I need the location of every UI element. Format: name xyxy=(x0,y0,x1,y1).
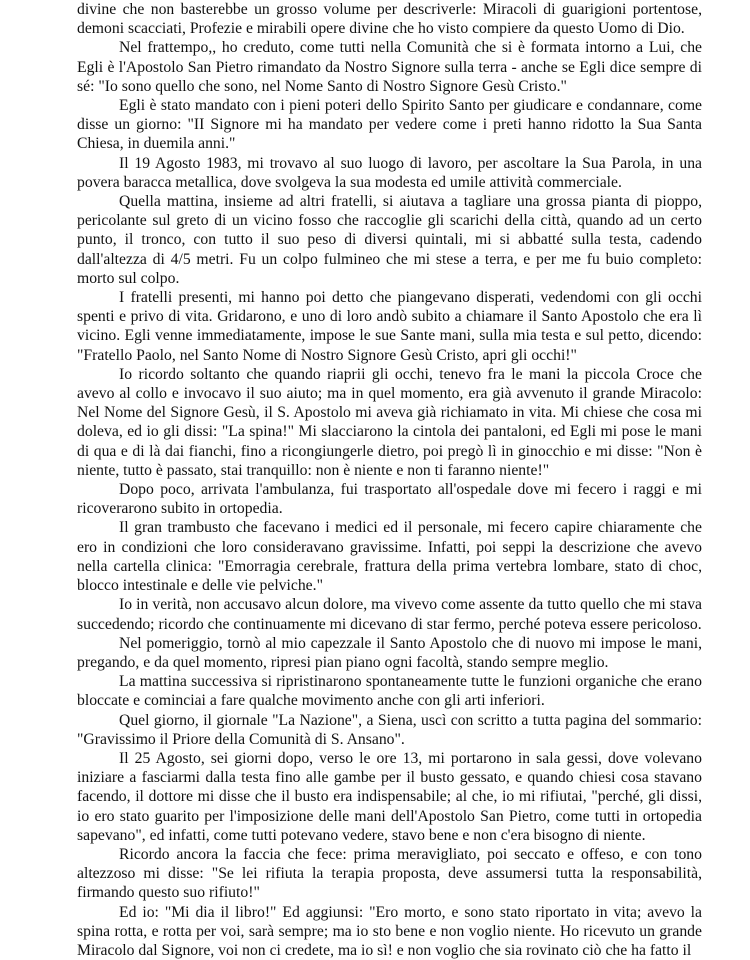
paragraph: Il gran trambusto che facevano i medici ed il personale, mi fecero capire chiaramente che ero in condizioni che loro consideravano gravissime. Infatti, poi seppi la descrizione che avevo nella cartella clinica: "Emorragia cerebrale, frattura della prima vertebra lombare, stato di choc, blocco intestinale e delle vie pelviche." xyxy=(77,519,702,595)
paragraph: I fratelli presenti, mi hanno poi detto che piangevano disperati, vedendomi con gli occhi spenti e privo di vita. Gridarono, e uno di loro andò subito a chiamare il Santo Apostolo che era lì vicino. Egli venne immediatamente, impose le sue Sante mani, sulla mia testa e sul petto, dicendo: "Fratello Paolo, nel Santo Nome di Nostro Signore Gesù Cristo, apri gli occhi!" xyxy=(77,289,702,364)
paragraph: Nel frattempo,, ho creduto, come tutti nella Comunità che si è formata intorno a Lui, che Egli è l'Apostolo San Pietro rimandato da Nostro Signore sulla terra - anche se Egli dice sempre di sé: "Io sono quello che sono, nel Nome Santo di Nostro Signore Gesù Cristo." xyxy=(77,39,702,95)
paragraph: Dopo poco, arrivata l'ambulanza, fui trasportato all'ospedale dove mi fecero i raggi e mi ricoverarono subito in ortopedia. xyxy=(77,481,702,518)
document-body xyxy=(77,0,702,960)
paragraph: Quella mattina, insieme ad altri fratelli, si aiutava a tagliare una grossa pianta di pioppo, pericolante sul greto di un vicino fosso che raccoglie gli scarichi della città, quando ad un certo punto, il tronco, con tutto il suo peso di diversi quintali, mi si abbatté sulla testa, cadendo dall'altezza di 4/5 metri. Fu un colpo fulmineo che mi stese a terra, e per me fu buio completo: morto sul colpo. xyxy=(77,193,702,287)
paragraph: Quel giorno, il giornale "La Nazione", a Siena, uscì con scritto a tutta pagina del sommario: "Gravissimo il Priore della Comunità di S. Ansano". xyxy=(77,711,702,748)
paragraph: Ricordo ancora la faccia che fece: prima meravigliato, poi seccato e offeso, e con tono altezzoso mi disse: "Se lei rifiuta la terapia proposta, deve assumersi tutta la responsabilità, firmando questo suo rifiuto!" xyxy=(77,845,702,902)
paragraph: Il 19 Agosto 1983, mi trovavo al suo luogo di lavoro, per ascoltare la Sua Parola, in una povera baracca metallica, dove svolgeva la sua modesta ed umile attività commerciale. xyxy=(77,154,702,191)
paragraph: Io ricordo soltanto che quando riaprii gli occhi, tenevo fra le mani la piccola Croce che avevo al collo e invocavo il suo aiuto; ma in quel momento, era già avvenuto il grande Miracolo: Nel Nome del Signore Gesù, il S. Apostolo mi aveva già richiamato in vita. Mi chiese che cosa mi doleva, ed io gli dissi: "La spina!" Mi slacciarono la cintola dei pantaloni, ed Egli mi pose le mani di qua e di là dai fianchi, fino a ricongiungerle dietro, poi pregò lì in ginocchio e mi disse: "Non è niente, tutto è passato, stai tranquillo: non è niente e non ti faranno niente!" xyxy=(77,365,702,479)
paragraph: divine che non basterebbe un grosso volume per descriverle: Miracoli di guarigioni portentose, demoni scacciati, Profezie e mirabili opere divine che ho visto compiere da questo Uomo di Dio. xyxy=(77,1,702,38)
paragraph: Io in verità, non accusavo alcun dolore, ma vivevo come assente da tutto quello che mi stava succedendo; ricordo che continuamente mi dicevano di star fermo, perché poteva essere pericoloso. xyxy=(77,596,702,633)
paragraph: Egli è stato mandato con i pieni poteri dello Spirito Santo per giudicare e condannare, come disse un giorno: "II Signore mi ha mandato per vedere come i preti hanno ridotto la Sua Santa Chiesa, in duemila anni." xyxy=(77,97,702,153)
paragraph: Ed io: "Mi dia il libro!" Ed aggiunsi: "Ero morto, e sono stato riportato in vita; avevo la spina rotta, e rotta per voi, sarà sempre; ma io sto bene e non voglio niente. Ho ricevuto un grande Miracolo dal Signore, voi non ci credete, ma io sì! e non voglio che sia rovinato ciò che ha fatto il xyxy=(77,903,702,959)
paragraph: La mattina successiva si ripristinarono spontaneamente tutte le funzioni organiche che erano bloccate e cominciai a fare qualche movimento anche con gli arti inferiori. xyxy=(77,673,702,710)
paragraph: Il 25 Agosto, sei giorni dopo, verso le ore 13, mi portarono in sala gessi, dove volevano iniziare a fasciarmi dalla testa fino alle gambe per il busto gessato, e quando chiesi cosa stavano facendo, il dottore mi disse che il busto era indispensabile; al che, io mi rifiutai, "perché, gli dissi, io ero stato guarito per l'imposizione delle mani dell'Apostolo San Pietro, come tutti in ortopedia sapevano", ed infatti, come tutti potevano vedere, stavo bene e non c'era bisogno di niente. xyxy=(77,749,702,844)
paragraph: Nel pomeriggio, tornò al mio capezzale il Santo Apostolo che di nuovo mi impose le mani, pregando, e da quel momento, ripresi pian piano ogni facoltà, stando sempre meglio. xyxy=(77,634,702,671)
